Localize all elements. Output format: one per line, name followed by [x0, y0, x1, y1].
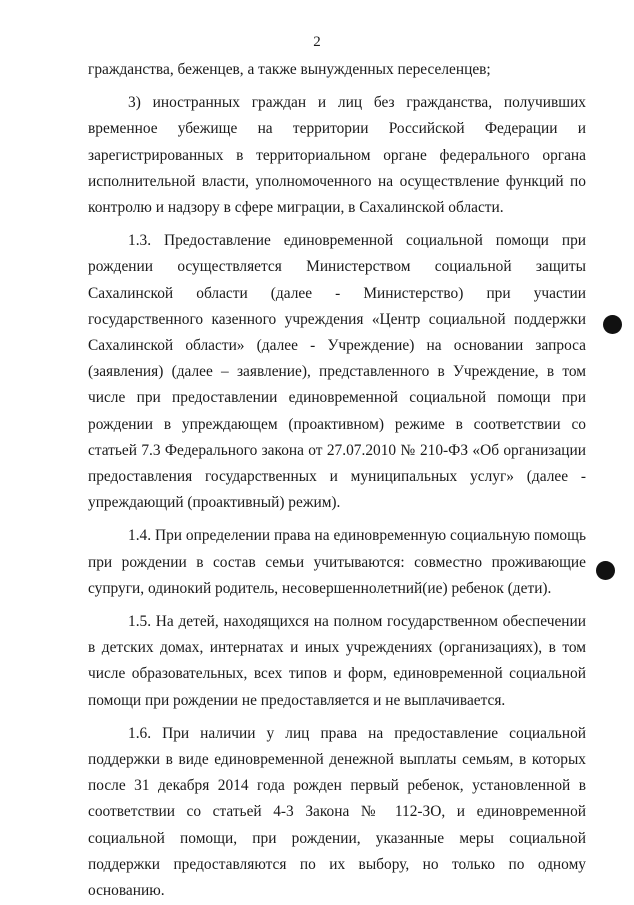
paragraph-item-3: 3) иностранных граждан и лиц без гражданства, получивших временное убежище на территории Российской Федерации и зарегистрированных в территориальном органе федерального органа исполнительной власти, уполномоченного на осуществление функций по контролю и надзору в сфере миграции, в Сахалинской области. [88, 94, 586, 217]
document-body [88, 57, 586, 904]
paragraph-clause-1-4: 1.4. При определении права на единовременную социальную помощь при рождении в состав семьи учитываются: совместно проживающие супруги, одинокий родитель, несовершеннолетний(ие) ребенок (дети). [88, 527, 586, 597]
paragraph-clause-1-6: 1.6. При наличии у лиц права на предоставление социальной поддержки в виде единовременной денежной выплаты семьям, в которых после 31 декабря 2014 года рожден первый ребенок, установленной в соответствии со статьей 4-3 Закона № 112-ЗО, и единовременной социальной помощи, при рождении, указанные меры социальной поддержки предоставляются по их выбору, но только по одному основанию. [88, 724, 586, 900]
punch-hole-top [603, 315, 622, 334]
paragraph-clause-1-3: 1.3. Предоставление единовременной социальной помощи при рождении осуществляется Министерством социальной защиты Сахалинской области (далее - Министерство) при участии государственного казенного учреждения «Центр социальной поддержки Сахалинской области» (далее - Учреждение) на основании запроса (заявления) (далее – заявление), представленного в Учреждение, в том числе при предоставлении единовременной социальной помощи при рождении в упреждающем (проактивном) режиме в соответствии со статьей 7.3 Федерального закона от 27.07.2010 № 210-ФЗ «Об организации предоставления государственных и муниципальных услуг» (далее - упреждающий (проактивный) режим). [88, 232, 586, 512]
page-number: 2 [313, 34, 321, 50]
paragraph-clause-1-5: 1.5. На детей, находящихся на полном государственном обеспечении в детских домах, интернатах и иных учреждениях (организациях), в том числе образовательных, всех типов и форм, единовременной социальной помощи при рождении не предоставляется и не выплачивается. [88, 613, 586, 709]
punch-hole-bottom [596, 561, 615, 580]
paragraph-continuation: гражданства, беженцев, а также вынужденных переселенцев; [88, 61, 491, 78]
